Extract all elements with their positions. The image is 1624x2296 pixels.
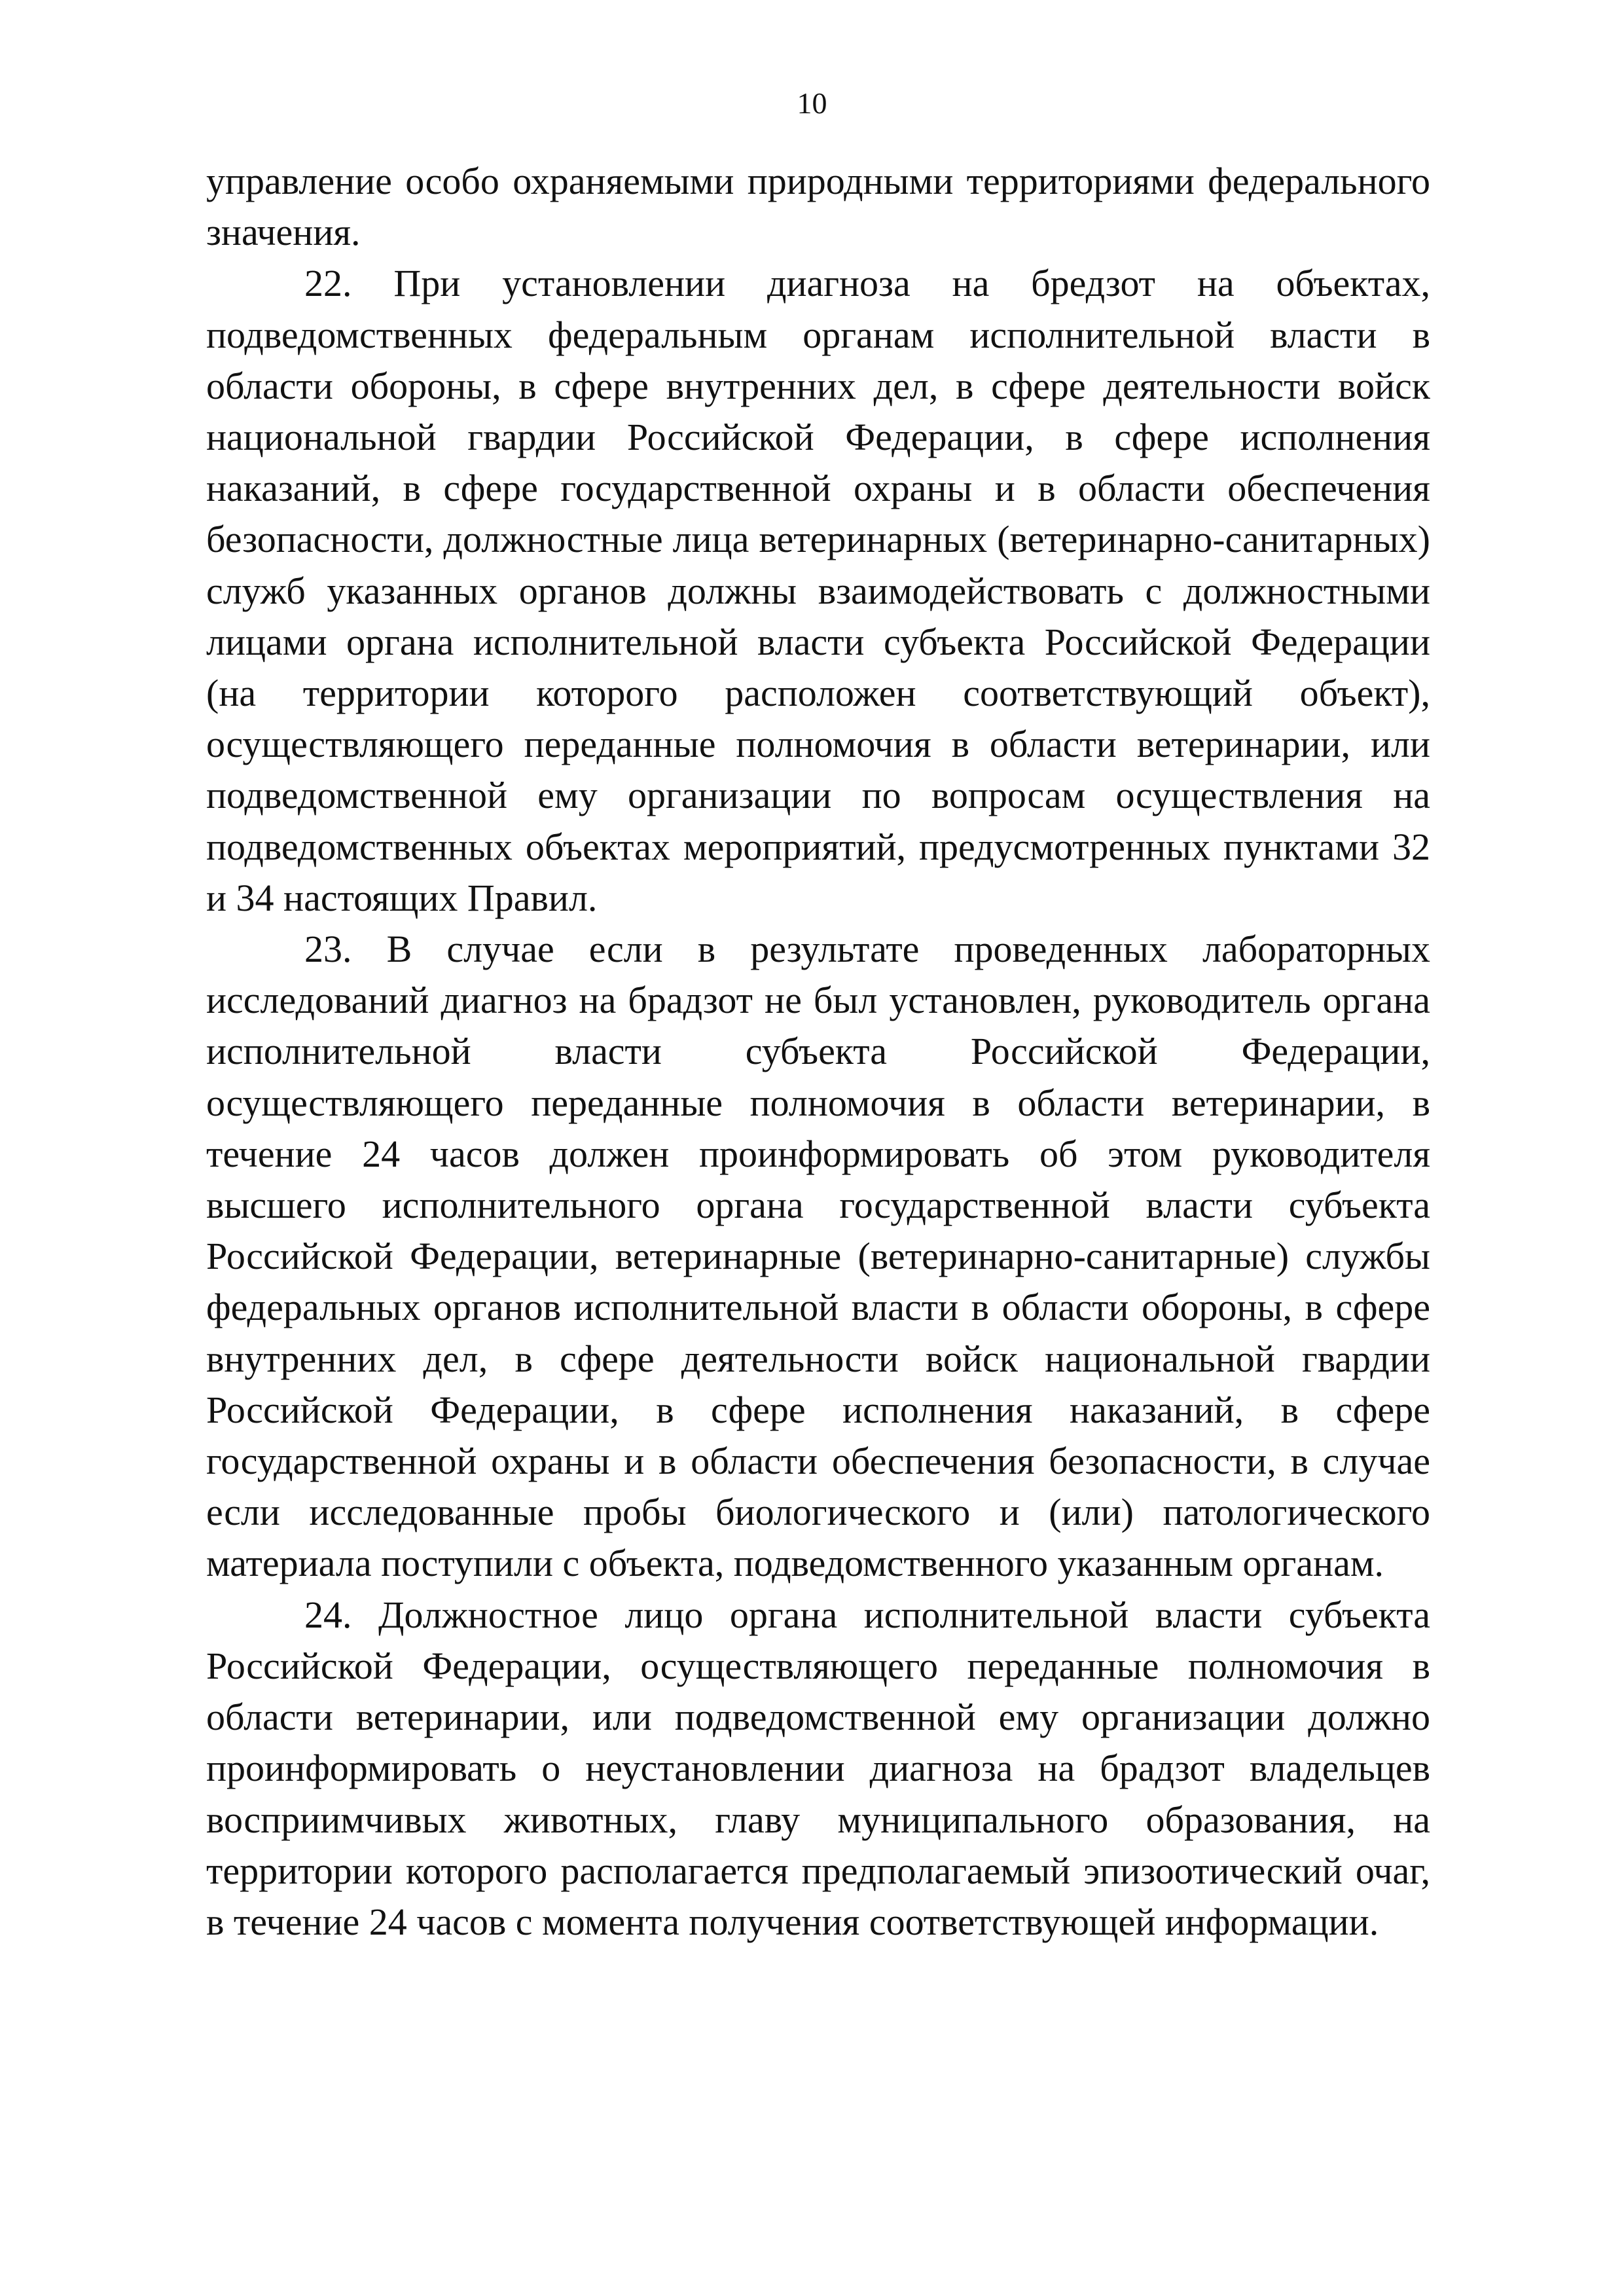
paragraph-24: 24. Должностное лицо органа исполнительной власти субъекта Российской Федерации, осуществляющего переданные полномочия в области ветеринарии, или подведомственной ему организации должно проинформировать о неустановлении диагноза на брадзот владельцев восприимчивых животных, главу муниципального образования, на территории которого располагается предполагаемый эпизоотический очаг, в течение 24 часов с момента получения соответствующей информации.	[206, 1593, 1430, 1943]
document-body	[206, 156, 1430, 1948]
paragraph-continuation: управление особо охраняемыми природными территориями федерального значения.	[206, 160, 1430, 254]
paragraph-23: 23. В случае если в результате проведенных лабораторных исследований диагноз на брадзот не был установлен, руководитель органа исполнительной власти субъекта Российской Федерации, осуществляющего переданные полномочия в области ветеринарии, в течение 24 часов должен проинформировать об этом руководителя высшего исполнительного органа государственной власти субъекта Российской Федерации, ветеринарные (ветеринарно-санитарные) службы федеральных органов исполнительной власти в области обороны, в сфере внутренних дел, в сфере деятельности войск национальной гвардии Российской Федерации, в сфере исполнения наказаний, в сфере государственной охраны и в области обеспечения безопасности, в случае если исследованные пробы биологического и (или) патологического материала поступили с объекта, подведомственного указанным органам.	[206, 928, 1430, 1585]
page-number: 10	[797, 86, 827, 120]
paragraph-22: 22. При установлении диагноза на бредзот на объектах, подведомственных федеральным органам исполнительной власти в области обороны, в сфере внутренних дел, в сфере деятельности войск национальной гвардии Российской Федерации, в сфере исполнения наказаний, в сфере государственной охраны и в области обеспечения безопасности, должностные лица ветеринарных (ветеринарно-санитарных) служб указанных органов должны взаимодействовать с должностными лицами органа исполнительной власти субъекта Российской Федерации (на территории которого расположен соответствующий объект), осуществляющего переданные полномочия в области ветеринарии, или подведомственной ему организации по вопросам осуществления на подведомственных объектах мероприятий, предусмотренных пунктами 32 и 34 настоящих Правил.	[206, 262, 1430, 919]
